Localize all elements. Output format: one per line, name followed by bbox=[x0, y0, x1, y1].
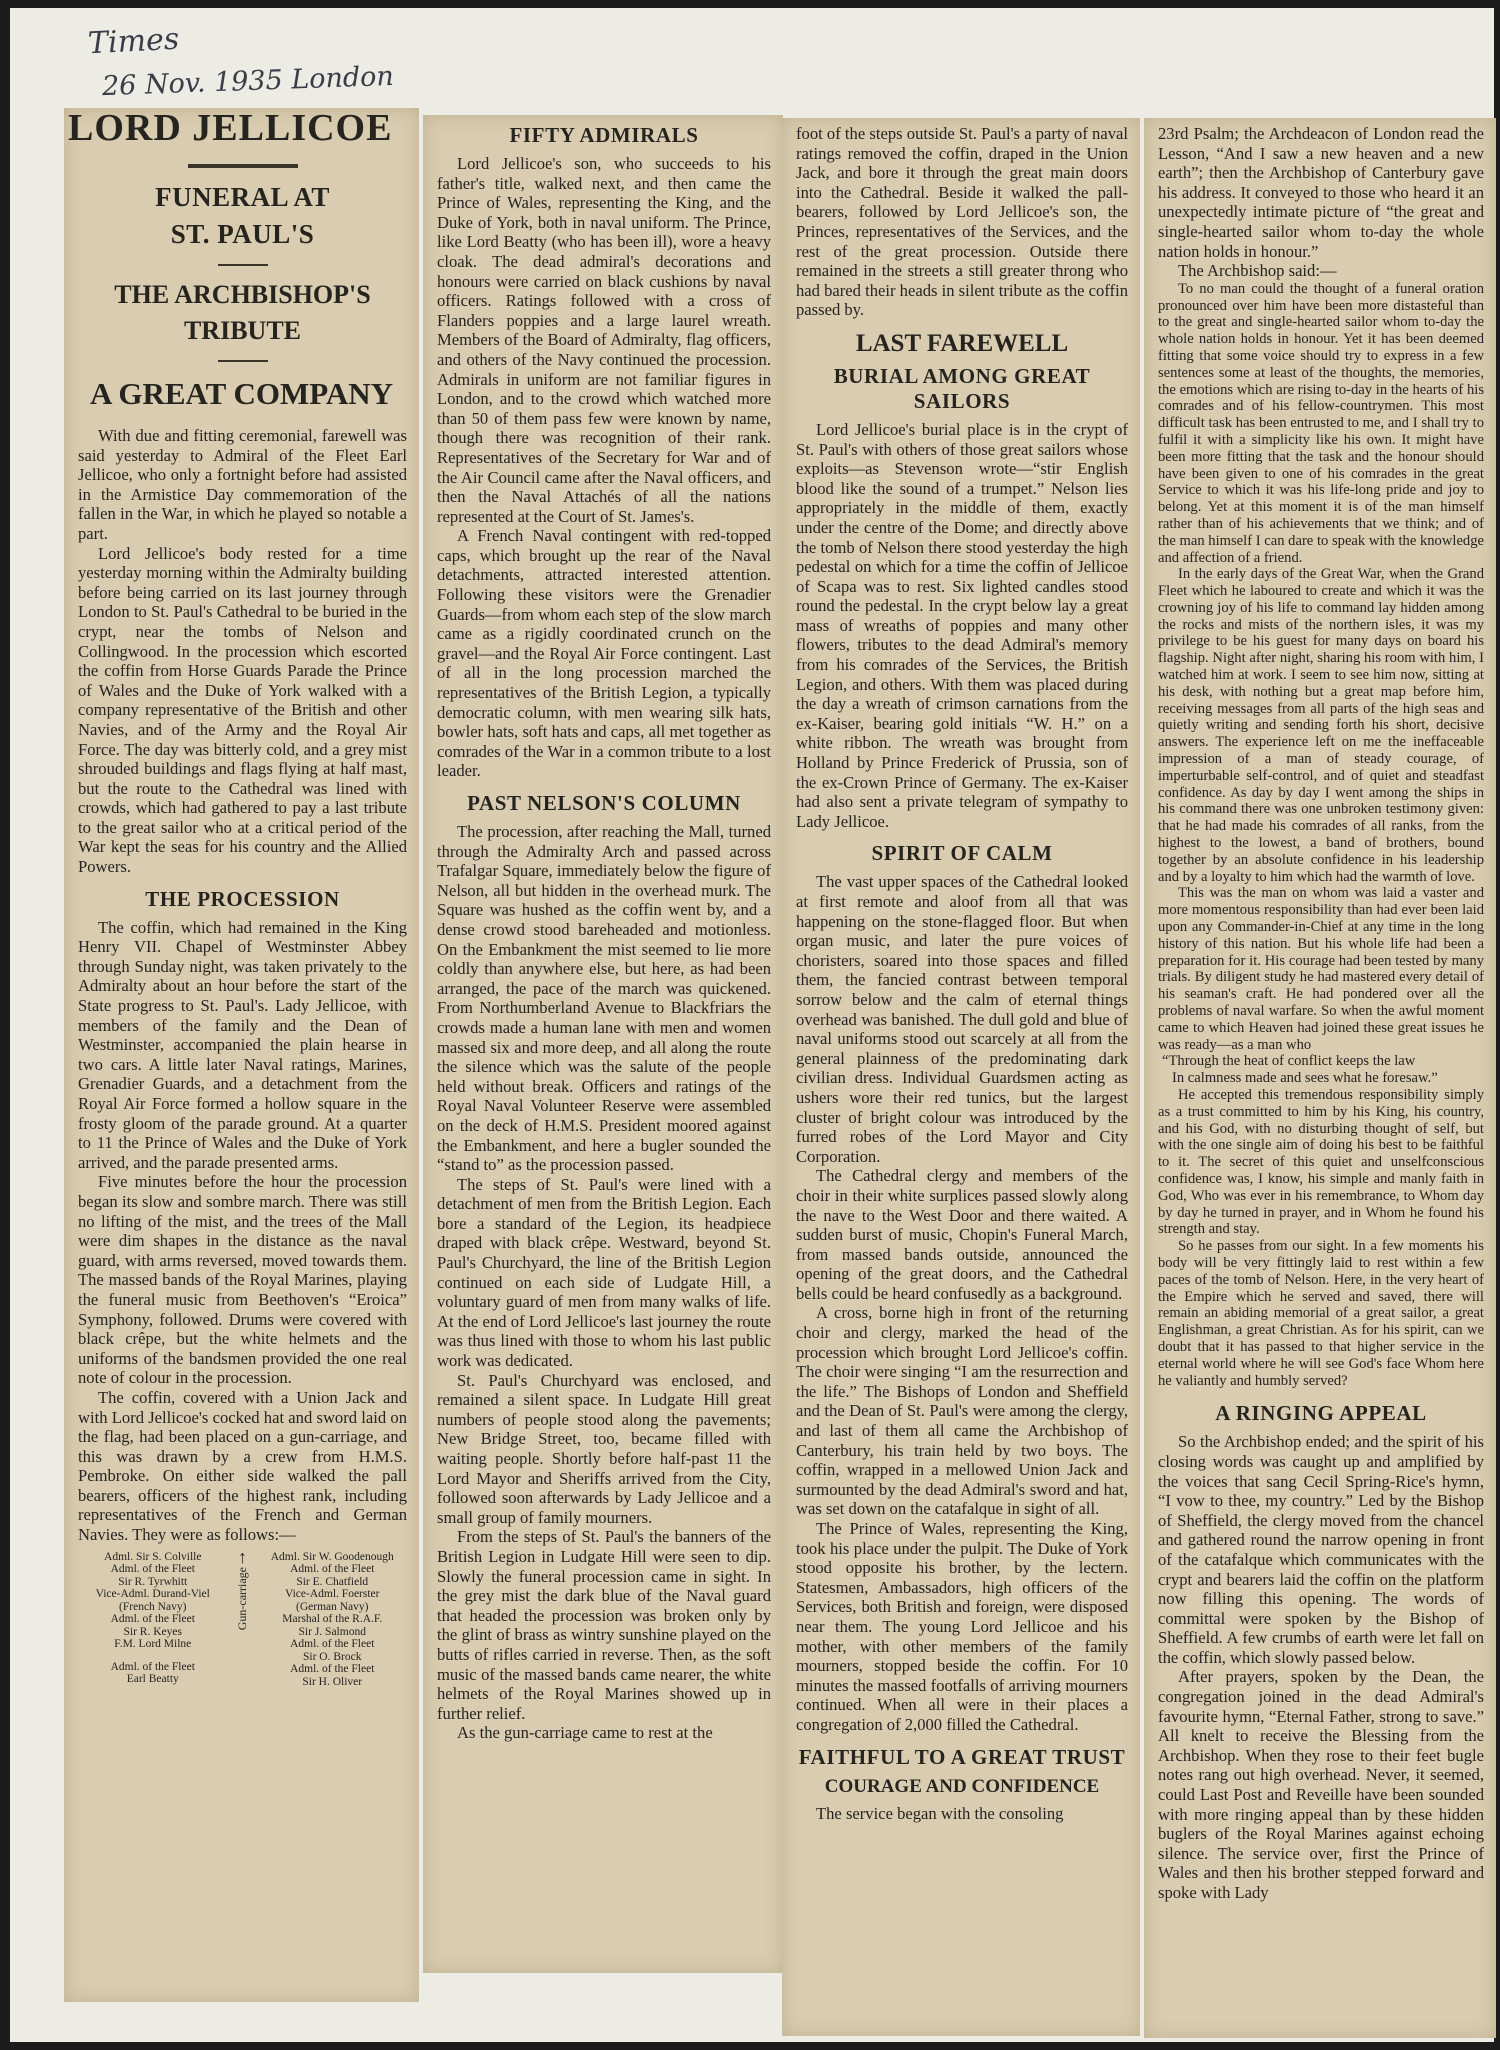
subhead-spirit-of-calm: SPIRIT OF CALM bbox=[871, 841, 1053, 866]
paragraph: Five minutes before the hour the procession began its slow and sombre march. There was still no lifting of the mist, and the trees of the Mall were dim shapes in the distance as the naval guard, with arms reversed, moved towards them. The massed bands of the Royal Marines, playing the funeral music from Beethoven's “Eroica” Symphony, followed. Drums were covered with black crêpe, but the white helmets and the uniforms of the bandsmen provided the one real note of colour in the procession. bbox=[78, 1172, 407, 1388]
paragraph: After prayers, spoken by the Dean, the congregation joined in the dead Admiral's favourite hymn, “Eternal Father, strong to save.” All knelt to receive the Blessing from the Archbishop. When they rose to their feet bugle notes rang out high overhead. Never, it seemed, could Last Post and Reveille have been sounded with more ringing appeal than by these hidden buglers of the Royal Marines against echoing silence. The service over, first the Prince of Wales and then his brother stepped forward and spoke with Lady bbox=[1158, 1667, 1484, 1902]
pall-bearer-line: Adml. of the Fleet bbox=[290, 1563, 375, 1576]
pall-bearer-line: Adml. of the Fleet bbox=[110, 1660, 195, 1673]
clipping-column-4 bbox=[1144, 118, 1496, 2038]
pall-bearer-line: Sir H. Oliver bbox=[302, 1675, 363, 1688]
pall-bearer-line: (French Navy) bbox=[119, 1600, 187, 1613]
arrow-up-icon: ↑ bbox=[238, 1546, 247, 1567]
pall-bearer-line: Vice-Adml. Foerster bbox=[285, 1588, 380, 1601]
ornamental-rule bbox=[188, 164, 298, 168]
paragraph: So the Archbishop ended; and the spirit of his closing words was caught up and amplified by the voices that sang Cecil Spring-Rice's hymn, “I vow to thee, my country.” Led by the Bishop of Sheffield, the clergy moved from the chancel and gathered round the narrow opening in front of the catafalque which communicates with the crypt and bearers laid the coffin on the platform now filling this opening. The words of committal were spoken by the Bishop of Sheffield. A few crumbs of earth were let fall on the coffin, which slowly passed below. bbox=[1158, 1432, 1484, 1667]
pall-bearer-line: Earl Beatty bbox=[126, 1673, 179, 1686]
pall-bearer-line: Adml. Sir S. Colville bbox=[104, 1550, 202, 1563]
pall-bearer-line: Adml. Sir W. Goodenough bbox=[270, 1550, 394, 1563]
paragraph: Lord Jellicoe's son, who succeeds to his father's title, walked next, and then came the Prince of Wales, representing the King, and the Duke of York, both in naval uniform. The Prince, like Lord Beatty (who has been ill), wore a heavy cloak. The dead admiral's decorations and honours were carried on black cushions by naval officers. Ratings followed with a cross of Flanders poppies and a large laurel wreath. Members of the Board of Admiralty, flag officers, and others of the Navy continued the procession. Admirals in uniform are not familiar figures in London, and to the crowd which watched more than 50 of them pass few were known by name, though there was recognition of their rank. Representatives of the Secretary for War and of the Air Council came after the Naval officers, and then the Naval Attachés of all the nations represented at the Court of St. James's. bbox=[437, 154, 771, 526]
pall-bearer-line: Adml. of the Fleet bbox=[110, 1563, 195, 1576]
divider-rule bbox=[218, 360, 268, 362]
headline-great-company: A GREAT COMPANY bbox=[89, 376, 394, 411]
paragraph: 23rd Psalm; the Archdeacon of London read the Lesson, “And I saw a new heaven and a new earth”; then the Archbishop of Canterbury gave his address. It conveyed to those who heard it an unexpectedly intimate picture of “the great and single-hearted sailor whom to-day the whole nation holds in honour.” bbox=[1158, 124, 1484, 261]
pall-bearers-left bbox=[78, 1551, 228, 1689]
paragraph: From the steps of St. Paul's the banners of the British Legion in Ludgate Hill were seen to dip. Slowly the funeral procession came in sight. In the grey mist the dark blue of the Naval guard that headed the procession was broken only by the glint of brass as wintry sunshine played on the butts of rifles carried in reverse. Then, as the soft music of the massed bands came nearer, the white helmets of the Royal Marines showed up in further relief. bbox=[437, 1527, 771, 1723]
pall-bearer-line: (German Navy) bbox=[296, 1600, 369, 1613]
pall-bearers-right bbox=[258, 1551, 408, 1689]
quote-line: “Through the heat of conflict keeps the law bbox=[1162, 1053, 1416, 1070]
headline-faithful: FAITHFUL TO A GREAT TRUST bbox=[798, 1744, 1126, 1769]
pall-bearer-line: Sir R. Keyes bbox=[123, 1625, 182, 1638]
paragraph: With due and fitting ceremonial, farewell was said yesterday to Admiral of the Fleet Earl Jellicoe, who only a fortnight before had assisted in the Armistice Day commemoration of the fallen in the War, in which he played so notable a part. bbox=[78, 426, 407, 543]
gun-carriage-marker bbox=[228, 1546, 258, 1689]
headline-st-pauls: ST. PAUL'S bbox=[170, 219, 315, 249]
pall-bearer-line: Sir J. Salmond bbox=[298, 1625, 366, 1638]
pall-bearer-line: Adml. of the Fleet bbox=[290, 1638, 375, 1651]
subhead-fifty-admirals: FIFTY ADMIRALS bbox=[509, 123, 699, 147]
headline-archbishop: THE ARCHBISHOP'S bbox=[114, 280, 371, 309]
paragraph: The coffin, which had remained in the King Henry VII. Chapel of Westminster Abbey through Sunday night, was taken privately to the Admiralty about an hour before the start of the State progress to St. Paul's. Lady Jellicoe, with members of the family and the Dean of Westminster, accompanied the plain hearse in two cars. A little later Naval ratings, Marines, Grenadier Guards, and a detachment from the Royal Air Force formed a hollow square in the frosty gloom of the parade ground. At a quarter to 11 the Prince of Wales and the Duke of York arrived, and the parade presented arms. bbox=[78, 917, 407, 1172]
paragraph: A cross, borne high in front of the returning choir and clergy, marked the head of the procession which brought Lord Jellicoe's coffin. The choir were singing “I am the resurrection and the life.” The Bishops of London and Sheffield and the Dean of St. Paul's were among the clergy, and last of them all came the Archbishop of Canterbury, his train held by two boys. The coffin, wrapped in a mellowed Union Jack and surmounted by the dead Admiral's sword and hat, was set down on the catafalque in sight of all. bbox=[796, 1303, 1128, 1519]
clipping-column-1 bbox=[64, 108, 419, 2002]
subhead-procession: THE PROCESSION bbox=[145, 886, 340, 911]
paragraph: Lord Jellicoe's burial place is in the crypt of St. Paul's with others of those great sailors whose exploits—as Stevenson wrote—“stir English blood like the sound of a trumpet.” Nelson lies appropriately in the middle of them, exactly under the centre of the Dome; and directly above the tomb of Nelson there stood yesterday the high pedestal on which for a time the coffin of Jellicoe of Scapa was to rest. Six lighted candles stood round the pedestal. In the crypt below lay a great mass of wreaths of poppies and many other flowers, tributes to the dead Admiral's memory from his comrades of the Services, the British Legion, and others. With them was placed during the day a wreath of crimson carnations from the ex-Kaiser, bearing gold initials “W. H.” on a white ribbon. The wreath was brought from Holland by Prince Frederick of Prussia, son of the ex-Crown Prince of Germany. The ex-Kaiser had also sent a private telegram of sympathy to Lady Jellicoe. bbox=[796, 419, 1128, 831]
paragraph: This was the man on whom was laid a vaster and more momentous responsibility than had ever been laid upon any Commander-in-Chief at any time in the long history of this nation. But his whole life had been a preparation for it. His courage had been tested by many trials. By diligent study he had mastered every detail of his seaman's craft. He had pondered over all the problems of naval warfare. So when the awful moment came to which Heaven had joined these great issues he was ready—as a man who bbox=[1158, 885, 1484, 1053]
pall-bearer-line: F.M. Lord Milne bbox=[114, 1638, 192, 1651]
headline-funeral: FUNERAL AT bbox=[155, 182, 330, 212]
paragraph: St. Paul's Churchyard was enclosed, and remained a silent space. In Ludgate Hill great numbers of people stood along the pavements; New Bridge Street, too, became filled with waiting people. Shortly before half-past 11 the Lord Mayor and Sheriffs arrived from the City, followed soon afterwards by Lady Jellicoe and a small group of family mourners. bbox=[437, 1370, 771, 1527]
pall-bearer-line: Marshal of the R.A.F. bbox=[282, 1613, 383, 1626]
paragraph: Lord Jellicoe's body rested for a time yesterday morning within the Admiralty building before being carried on its last journey through London to St. Paul's Cathedral to be buried in the crypt, near the tombs of Nelson and Collingwood. In the procession which escorted the coffin from Horse Guards Parade the Prince of Wales and the Duke of York walked with a company representative of the British and other Navies, and of the Army and the Royal Air Force. The day was bitterly cold, and a grey mist shrouded buildings and flags flying at half mast, but the route to the Cathedral was lined with crowds, which had gathered to pay a last tribute to the great sailor who at a critical period of the War kept the seas for his country and the Allied Powers. bbox=[78, 543, 407, 877]
handwritten-publication: Times bbox=[87, 21, 181, 62]
paragraph: The service began with the consoling bbox=[816, 1803, 1064, 1823]
paragraph: A French Naval contingent with red-topped caps, which brought up the rear of the Naval detachments, attracted interested attention. Following these visitors were the Grenadier Guards—from whom each step of the slow march came as a rigidly coordinated crunch on the gravel—and the Royal Air Force contingent. Last of all in the long procession marched the representatives of the British Legion, a typically democratic column, with men wearing silk hats, bowler hats, soft hats and caps, all met together as comrades of the War in a common tribute to a lost leader. bbox=[437, 526, 771, 781]
divider-rule bbox=[218, 264, 268, 266]
paragraph: The Archbishop said:— bbox=[1178, 261, 1337, 281]
paragraph: foot of the steps outside St. Paul's a party of naval ratings removed the coffin, draped in the Union Jack, and bore it through the great main doors into the Cathedral. Beside it walked the pall-bearers, followed by Lord Jellicoe's son, the Princes, representatives of the Services, and the rest of the great procession. Outside there remained in the streets a still greater throng who had bared their heads in silent tribute as the coffin passed by. bbox=[796, 124, 1128, 320]
pall-bearer-line: Sir R. Tyrwhitt bbox=[118, 1575, 188, 1588]
paragraph: The steps of St. Paul's were lined with a detachment of men from the British Legion. Each bore a standard of the Legion, its headpiece draped with black crêpe. Westward, beyond St. Paul's Churchyard, the line of the British Legion continued on each side of Ludgate Hill, a voluntary guard of men from many walks of life. At the end of Lord Jellicoe's last journey the route was thus lined with those to whom his last public work was dedicated. bbox=[437, 1174, 771, 1371]
paragraph: The Cathedral clergy and members of the choir in their white surplices passed slowly along the nave to the West Door and there waited. A sudden burst of music, Chopin's Funeral March, from massed bands outside, announced the opening of the great doors, and the Cathedral bells could be heard confusedly as a background. bbox=[796, 1166, 1128, 1303]
subhead-ringing-appeal: A RINGING APPEAL bbox=[1215, 1401, 1427, 1426]
paragraph: The vast upper spaces of the Cathedral looked at first remote and aloof from all that was happening on the stone-flagged floor. But when organ music, and later the pure voices of choristers, soared into those spaces and filled them, the fancied contrast between temporal sorrow below and the calm of eternal things overhead was banished. The dull gold and blue of naval uniforms stood out scarcely at all from the general plainness of the predominating dark civilian dress. Individual Guardsmen acting as ushers wore their red tunics, but the largest cluster of bright colour was introduced by the furred robes of the Lord Mayor and City Corporation. bbox=[796, 872, 1128, 1166]
paragraph: The procession, after reaching the Mall, turned through the Admiralty Arch and passed across Trafalgar Square, immediately below the figure of Nelson, all but hidden in the overhead murk. The Square was hushed as the coffin went by, and a dense crowd stood bareheaded and motionless. On the Embankment the mist seemed to lie more coldly than anywhere else, but here, as had been arranged, the pace of the march was quickened. From Northumberland Avenue to Blackfriars the crowds made a human lane with men and women massed six and more deep, and all along the route the silence which was the salute of the people held without break. Officers and ratings of the Royal Naval Volunteer Reserve were assembled on the deck of H.M.S. President moored against the Embankment, and here a bugler sounded the “stand to” as the procession passed. bbox=[437, 822, 771, 1175]
pall-bearer-line: Sir E. Chatfield bbox=[296, 1575, 369, 1588]
paragraph: To no man could the thought of a funeral oration pronounced over him have been more distasteful than to the great and single-hearted sailor whom to-day the whole nation holds in honour. Yet it has been deemed fitting that some voice should try to express in a few sentences some at least of the thoughts, the memories, the emotions which are rising to-day in the hearts of his comrades and of his fellow-countrymen. This most difficult task has been entrusted to me, and I shall try to fulfil it with a simplicity like his own. It might have been more fitting that the task and the honour should have been given to one of his comrades in the great Service to which it was his life-long pride and joy to belong. Yet at this moment it is of the man himself rather than of his achievements that we think; and of the man himself I can dare to speak with the knowledge and affection of a friend. bbox=[1158, 280, 1484, 566]
paragraph: In the early days of the Great War, when the Grand Fleet which he laboured to create and which it was the crowning joy of his life to command lay hidden among the rocks and mists of the northern isles, it was my privilege to be his guest for many days on board his flagship. Night after night, sharing his room with him, I watched him at work. I seem to see him now, sitting at his desk, with nothing but a great map before him, receiving messages from all parts of the high seas and quietly writing and sending forth his short, decisive answers. The experience left on me the ineffaceable impression of a man of steady courage, of imperturbable self-control, and of quiet and steadfast confidence. As day by day I went among the ships in his command there was one unbroken testimony given: that he had made his comrades of all ranks, from the highest to the lowest, a band of brothers, bound together by an absolute confidence in his leadership and by a loyalty to him which had the warmth of love. bbox=[1158, 566, 1484, 885]
paragraph: He accepted this tremendous responsibility simply as a trust committed to him by his King, his country, and his God, with no disturbing thought of self, but with the one single aim of doing his best to be faithful to it. The secret of this quiet and unselfconscious confidence was, I know, his simple and manly faith in God, Who was ever in his remembrance, to Whom day by day he turned in prayer, and in Whom he found his strength and stay. bbox=[1158, 1087, 1484, 1238]
headline-last-farewell: LAST FAREWELL bbox=[855, 329, 1069, 357]
quote-line: In calmness made and sees what he foresaw.” bbox=[1172, 1070, 1438, 1087]
pall-bearer-line: Adml. of the Fleet bbox=[290, 1663, 375, 1676]
pall-bearer-line: Sir O. Brock bbox=[303, 1650, 362, 1663]
pall-bearer-line: Adml. of the Fleet bbox=[110, 1613, 195, 1626]
subhead-courage: COURAGE AND CONFIDENCE bbox=[824, 1775, 1100, 1797]
clipping-column-3 bbox=[782, 118, 1140, 2036]
scrapbook-page bbox=[10, 8, 1494, 2042]
headline-tribute: TRIBUTE bbox=[183, 316, 302, 345]
pall-bearer-line: Vice-Adml. Durand-Viel bbox=[95, 1588, 210, 1601]
paragraph: So he passes from our sight. In a few moments his body will be very fittingly laid to rest within a few paces of the tomb of Nelson. Here, in the very heart of the Empire which he served and saved, there will remain an abiding memorial of a great sailor, a great Englishman, a great Christian. As for his spirit, can we doubt that it has passed to that higher service in the eternal world where he will see God's face Whom here he valiantly and humbly served? bbox=[1158, 1238, 1484, 1389]
subhead-nelsons-column: PAST NELSON'S COLUMN bbox=[467, 791, 741, 815]
paragraph: The Prince of Wales, representing the King, took his place under the pulpit. The Duke of York stood opposite his brother, by the lectern. Statesmen, Ambassadors, high officers of the Services, both British and foreign, were disposed near them. The young Lord Jellicoe and his mother, with other members of the family mourners, stopped beside the coffin. For 10 minutes the massed footfalls of arriving mourners continued. When all were in their places a congregation of 2,000 filled the Cathedral. bbox=[796, 1519, 1128, 1734]
paragraph: The coffin, covered with a Union Jack and with Lord Jellicoe's cocked hat and sword laid on the flag, had been placed on a gun-carriage, and this was drawn by a crew from H.M.S. Pembroke. On either side walked the pall bearers, officers of the highest rank, including representatives of the French and German Navies. They were as follows:— bbox=[78, 1387, 407, 1545]
clipping-column-2 bbox=[423, 115, 783, 1973]
subhead-burial: BURIAL AMONG GREAT SAILORS bbox=[833, 363, 1091, 413]
paragraph: As the gun-carriage came to rest at the bbox=[457, 1723, 713, 1743]
handwritten-date: 26 Nov. 1935 London bbox=[101, 60, 395, 103]
gun-carriage-label: Gun-carriage bbox=[235, 1567, 250, 1631]
pall-bearers-list bbox=[78, 1546, 407, 1689]
article-title: LORD JELLICOE bbox=[68, 108, 393, 149]
